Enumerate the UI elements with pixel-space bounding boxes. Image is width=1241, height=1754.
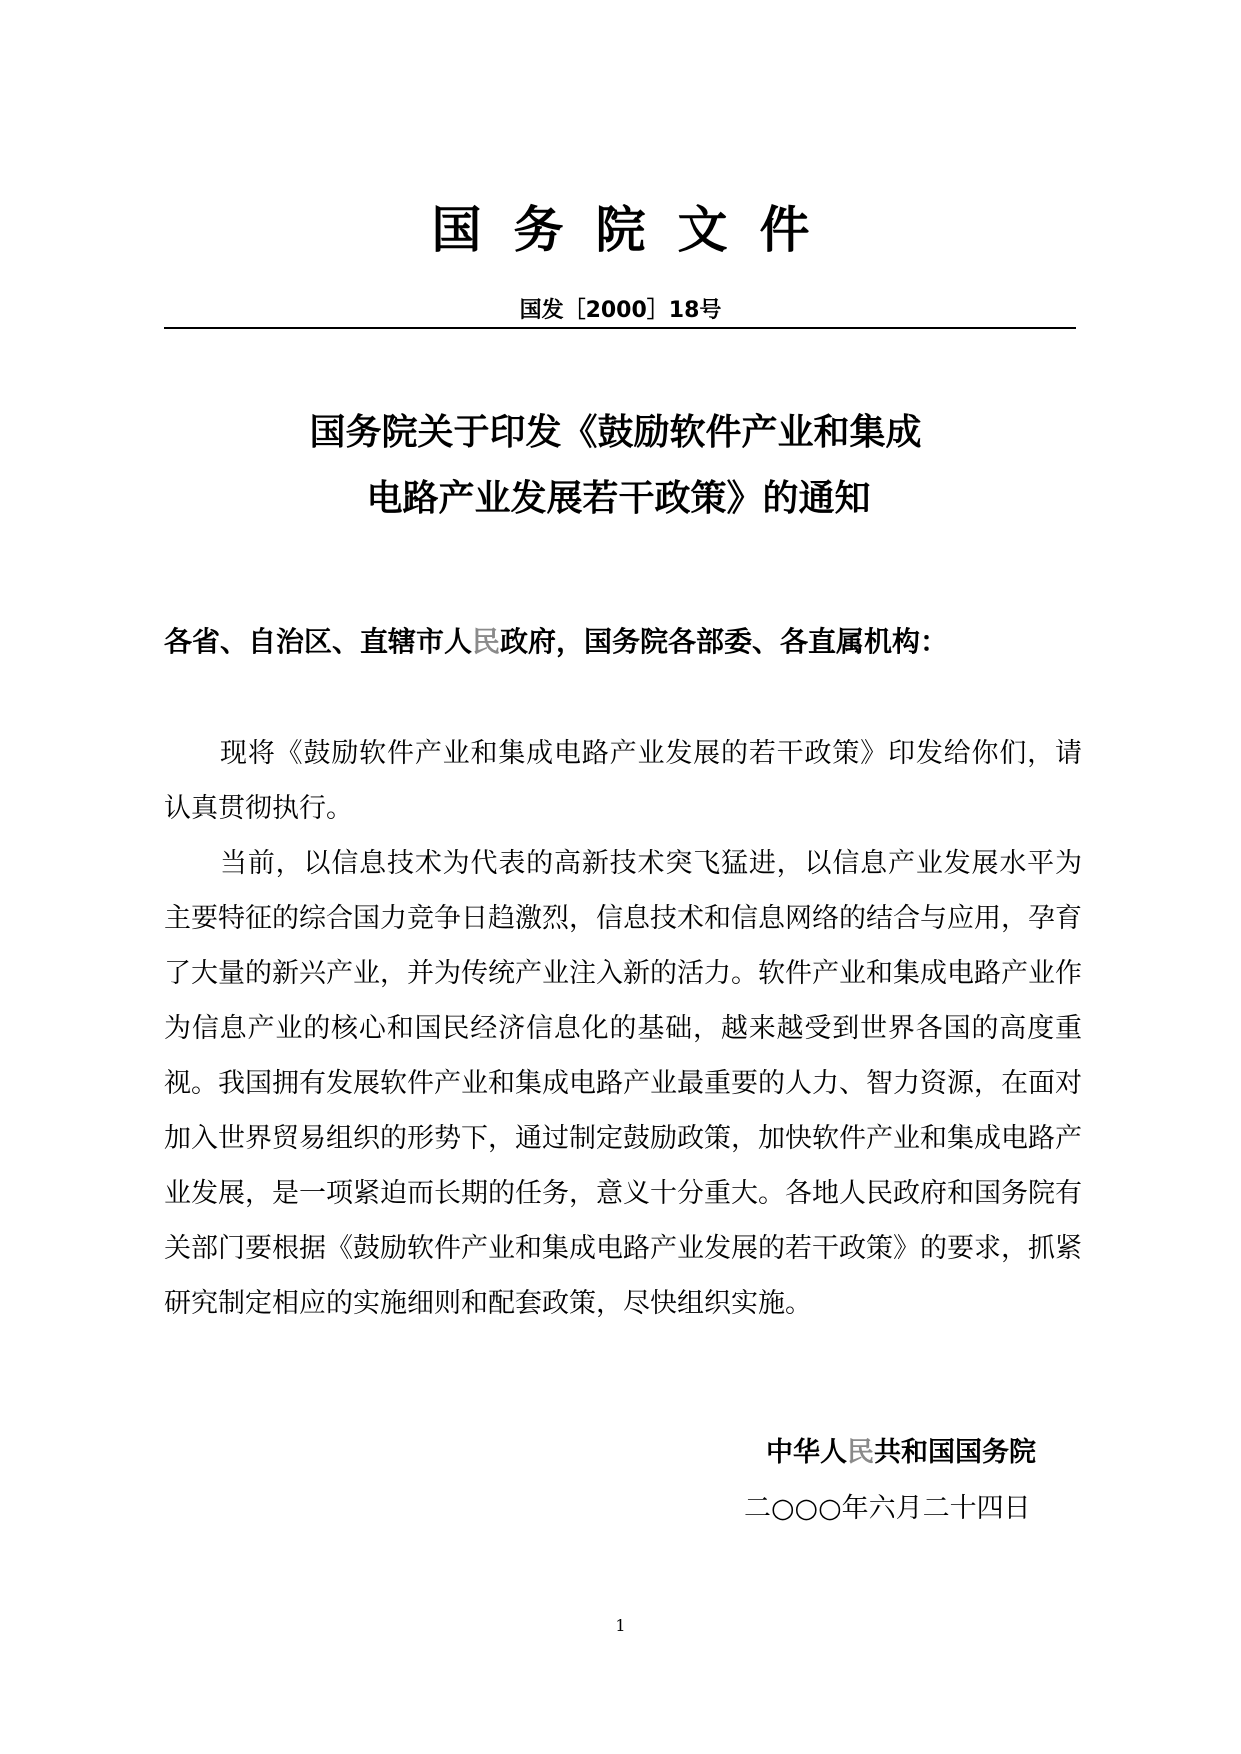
- document-number: 国发［2000］18号: [519, 298, 722, 323]
- issue-date: 二○○○年六月二十四日: [744, 1493, 1031, 1524]
- org-part-1: 中华人: [766, 1437, 847, 1468]
- header-divider: [164, 327, 1076, 329]
- notice-title-line-1: 国务院关于印发《鼓励软件产业和集成: [309, 412, 922, 453]
- issuing-organization: [744, 1425, 1104, 1481]
- notice-body: [164, 726, 1082, 1331]
- notice-title: [0, 400, 1241, 532]
- page-number: 1: [615, 1616, 626, 1635]
- salutation: [164, 622, 1124, 662]
- salutation-part-1: 各省、自治区、直辖市人: [164, 625, 473, 658]
- signature-block: [744, 1425, 1104, 1537]
- salutation-highlight: 民: [472, 625, 501, 658]
- org-part-2: 共和国国务院: [874, 1437, 1036, 1468]
- document-header-title: 国务院文件: [431, 201, 842, 259]
- notice-title-line-2: 电路产业发展若干政策》的通知: [366, 478, 871, 519]
- salutation-part-2: 政府，国务院各部委、各直属机构：: [500, 625, 949, 658]
- body-paragraph-1: 现将《鼓励软件产业和集成电路产业发展的若干政策》印发给你们，请认真贯彻执行。: [164, 738, 1082, 824]
- body-paragraph-2: 当前，以信息技术为代表的高新技术突飞猛进，以信息产业发展水平为主要特征的综合国力竞争日趋激烈，信息技术和信息网络的结合与应用，孕育了大量的新兴产业，并为传统产业注入新的活力。软件产业和集成电路产业作为信息产业的核心和国民经济信息化的基础，越来越受到世界各国的高度重视。我国拥有发展软件产业和集成电路产业最重要的人力、智力资源，在面对加入世界贸易组织的形势下，通过制定鼓励政策，加快软件产业和集成电路产业发展，是一项紧迫而长期的任务，意义十分重大。各地人民政府和国务院有关部门要根据《鼓励软件产业和集成电路产业发展的若干政策》的要求，抓紧研究制定相应的实施细则和配套政策，尽快组织实施。: [164, 848, 1082, 1319]
- org-highlight: 民: [847, 1437, 874, 1468]
